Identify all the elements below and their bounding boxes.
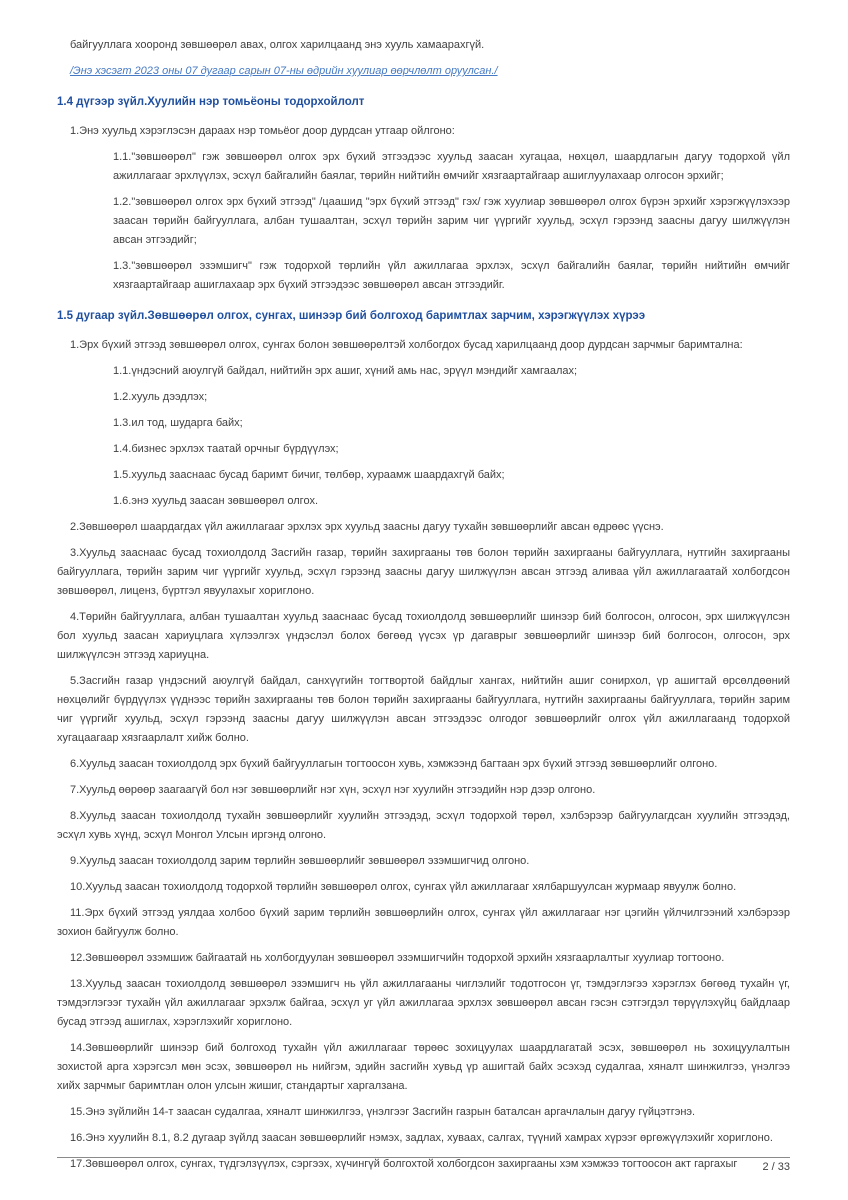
clause-paragraph: 15.Энэ зүйлийн 14-т заасан судалгаа, хяналт шинжилгээ, үнэлгээг Засгийн газрын баталсан аргачлалын дагуу гүйцэтгэнэ. (70, 1106, 696, 1118)
footer-divider (57, 1157, 790, 1158)
subclause-paragraph: 1.3."зөвшөөрөл эзэмшигч" гэж тодорхой төрлийн үйл ажиллагаа эрхлэх, эсхүл байгалийн баялаг, төрийн нийтийн өмчийг хязгаартайгаар ашиглахаар эрх бүхий этгээдээс зөвшөөрөл авсан этгээдийг. (113, 260, 790, 291)
clause-paragraph: 3.Хуульд зааснаас бусад тохиолдолд Засгийн газар, төрийн захиргааны төв болон төрийн захиргааны байгууллага, нутгийн захиргааны байгууллага, төрийн зарим чиг үүргийг хуульд, эсхүл гэрээнд заасны дагуу шилжүүлэн авсан этгээд аливаа үйл ажиллагаатай холбогдсон зөвшөөрөл, лиценз, бүртгэл явуулахыг хориглоно. (57, 547, 790, 597)
section-heading: 1.4 дүгээр зүйл.Хуулийн нэр томьёоны тодорхойлолт (57, 96, 365, 108)
subclause-paragraph: 1.4.бизнес эрхлэх таатай орчныг бүрдүүлэх; (113, 443, 339, 455)
subclause-paragraph: 1.2."зөвшөөрөл олгох эрх бүхий этгээд" /цаашид "эрх бүхий этгээд" гэх/ гэж хуулиар зөвшөөрөл олгох бүрэн эрхийг хэрэгжүүлэхээр заасан төрийн байгууллага, албан тушаалтан, эсхүл төрийн зарим чиг үүргийг хуульд, эсхүл гэрээнд заасны дагуу шилжүүлэн авсан этгээдийг; (113, 196, 790, 246)
clause-paragraph: 7.Хуульд өөрөөр заагаагүй бол нэг зөвшөөрлийг нэг хүн, эсхүл нэг хуулийн этгээдийн нэр дээр олгоно. (70, 784, 596, 796)
clause-paragraph: 17.Зөвшөөрөл олгох, сунгах, түдгэлзүүлэх, сэргээх, хүчингүй болгохтой холбогдсон захиргааны хэм хэмжээ тогтоосон акт гаргахыг (70, 1158, 738, 1170)
amendment-link[interactable]: /Энэ хэсэгт 2023 оны 07 дугаар сарын 07-ны өдрийн хуулиар өөрчлөлт оруулсан./ (70, 65, 498, 77)
clause-paragraph: 10.Хуульд заасан тохиолдолд тодорхой төрлийн зөвшөөрөл олгох, сунгах үйл ажиллагааг хялбаршуулсан журмаар явуулж болно. (70, 881, 737, 893)
clause-paragraph: 5.Засгийн газар үндэсний аюулгүй байдал, санхүүгийн тогтвортой байдлыг хангах, нийтийн ашиг сонирхол, үр ашигтай өрсөлдөөний нөхцөлийг бүрдүүлэх үүднээс төрийн захиргааны төв болон төрийн захиргааны байгууллага, нутгийн захиргааны байгууллага, төрийн зарим чиг үүргийг хуульд, эсхүл гэрээнд заасны дагуу шилжүүлэн авсан этгээдээс олгодог зөвшөөрлийг олгох үйл ажиллагаанд тодорхой хугацаагаар хязгаарлалт хийж болно. (57, 675, 790, 744)
subclause-paragraph: 1.1."зөвшөөрөл" гэж зөвшөөрөл олгох эрх бүхий этгээдээс хуульд заасан хугацаа, нөхцөл, шаардлагын дагуу тодорхой үйл ажиллагааг эрхлүүлэх, эсхүл байгалийн баялаг, төрийн нийтийн өмчийг хязгаартайгаар ашиглуулахаар олгосон эрхийг; (113, 151, 790, 182)
subclause-paragraph: 1.6.энэ хуульд заасан зөвшөөрөл олгох. (113, 495, 319, 507)
subclause-paragraph: 1.2.хууль дээдлэх; (113, 391, 208, 403)
clause-paragraph: 12.Зөвшөөрөл эзэмшиж байгаатай нь холбогдуулан зөвшөөрөл эзэмшигчийн тодорхой эрхийн хязгаарлалтыг хуулиар тогтооно. (70, 952, 725, 964)
continuation-paragraph: байгууллага хооронд зөвшөөрөл авах, олгох харилцаанд энэ хууль хамаарахгүй. (70, 39, 485, 51)
clause-paragraph: 8.Хуульд заасан тохиолдолд тухайн зөвшөөрлийг хуулийн этгээдэд, эсхүл тодорхой төрөл, хэлбэрээр байгуулагдсан хуулийн этгээдэд, эсхүл хувь хүнд, эсхүл Монгол Улсын иргэнд олгоно. (57, 810, 790, 841)
subclause-paragraph: 1.5.хуульд зааснаас бусад баримт бичиг, төлбөр, хураамж шаардахгүй байх; (113, 469, 505, 481)
clause-paragraph: 11.Эрх бүхий этгээд уялдаа холбоо бүхий зарим төрлийн зөвшөөрлийн олгох, сунгах үйл ажиллагааг нэг цэгийн үйлчилгээний хэлбэрээр зохион байгуулж болно. (57, 907, 790, 938)
clause-paragraph: 2.Зөвшөөрөл шаардагдах үйл ажиллагааг эрхлэх эрх хуульд заасны дагуу тухайн зөвшөөрлийг авсан өдрөөс үүснэ. (70, 521, 664, 533)
section-heading: 1.5 дугаар зүйл.Зөвшөөрөл олгох, сунгах, шинээр бий болгоход баримтлах зарчим, хэрэгжүүлэх хүрээ (57, 310, 646, 322)
page-number: 2 / 33 (762, 1161, 790, 1173)
clause-paragraph: 1.Эрх бүхий этгээд зөвшөөрөл олгох, сунгах болон зөвшөөрөлтэй холбогдох бусад харилцаанд доор дурдсан зарчмыг баримтална: (70, 339, 743, 351)
clause-paragraph: 4.Төрийн байгууллага, албан тушаалтан хуульд зааснаас бусад тохиолдолд зөвшөөрлийг шинээр бий болгосон, олгосон, эрх шилжүүлсэн бол хуульд заасан хариуцлага хүлээлгэх үндэслэл болох бөгөөд үүсэх үр дагаврыг зөвшөөрлийг шинээр бий болгосон, олгосон, эрх шилжүүлсэн этгээд хариуцна. (57, 611, 790, 661)
clause-paragraph: 9.Хуульд заасан тохиолдолд зарим төрлийн зөвшөөрлийг зөвшөөрөл эзэмшигчид олгоно. (70, 855, 530, 867)
clause-paragraph: 6.Хуульд заасан тохиолдолд эрх бүхий байгууллагын тогтоосон хувь, хэмжээнд багтаан эрх бүхий этгээд зөвшөөрлийг олгоно. (70, 758, 718, 770)
clause-paragraph: 13.Хуульд заасан тохиолдолд зөвшөөрөл эзэмшигч нь үйл ажиллагааны чиглэлийг тодотгосон үг, тэмдэглэгээ хэрэглэх бөгөөд тухайн үг, тэмдэглэгээг тухайн үйл ажиллагааг эрхэлж байгаа, эсхүл уг үйл ажиллагаа эрхлэх зөвшөөрөл авсан гэсэн сэтгэгдэл төрүүлэхүйц байдлаар бусад этгээд ашиглах, хэрэглэхийг хориглоно. (57, 978, 790, 1028)
subclause-paragraph: 1.1.үндэсний аюулгүй байдал, нийтийн эрх ашиг, хүний амь нас, эрүүл мэндийг хамгаалах; (113, 365, 578, 377)
clause-paragraph: 14.Зөвшөөрлийг шинээр бий болгоход тухайн үйл ажиллагааг төрөөс зохицуулах шаардлагатай эсэх, зөвшөөрөл нь зохицуулалтын зохистой арга хэрэгсэл мөн эсэх, зөвшөөрөл нь нийгэм, эдийн засгийн хувьд үр ашигтай байх эсэхэд судалгаа, хяналт шинжилгээ, үнэлгээ хийх зарчмыг баримтлан олон улсын жишиг, стандартыг харгалзана. (57, 1042, 790, 1092)
document-body (57, 36, 790, 1181)
clause-paragraph: 1.Энэ хуульд хэрэглэсэн дараах нэр томьёог доор дурдсан утгаар ойлгоно: (70, 125, 455, 137)
subclause-paragraph: 1.3.ил тод, шударга байх; (113, 417, 243, 429)
clause-paragraph: 16.Энэ хуулийн 8.1, 8.2 дугаар зүйлд заасан зөвшөөрлийг нэмэх, задлах, хуваах, салгах, түүний хамрах хүрээг өргөжүүлэхийг хориглоно. (70, 1132, 773, 1144)
